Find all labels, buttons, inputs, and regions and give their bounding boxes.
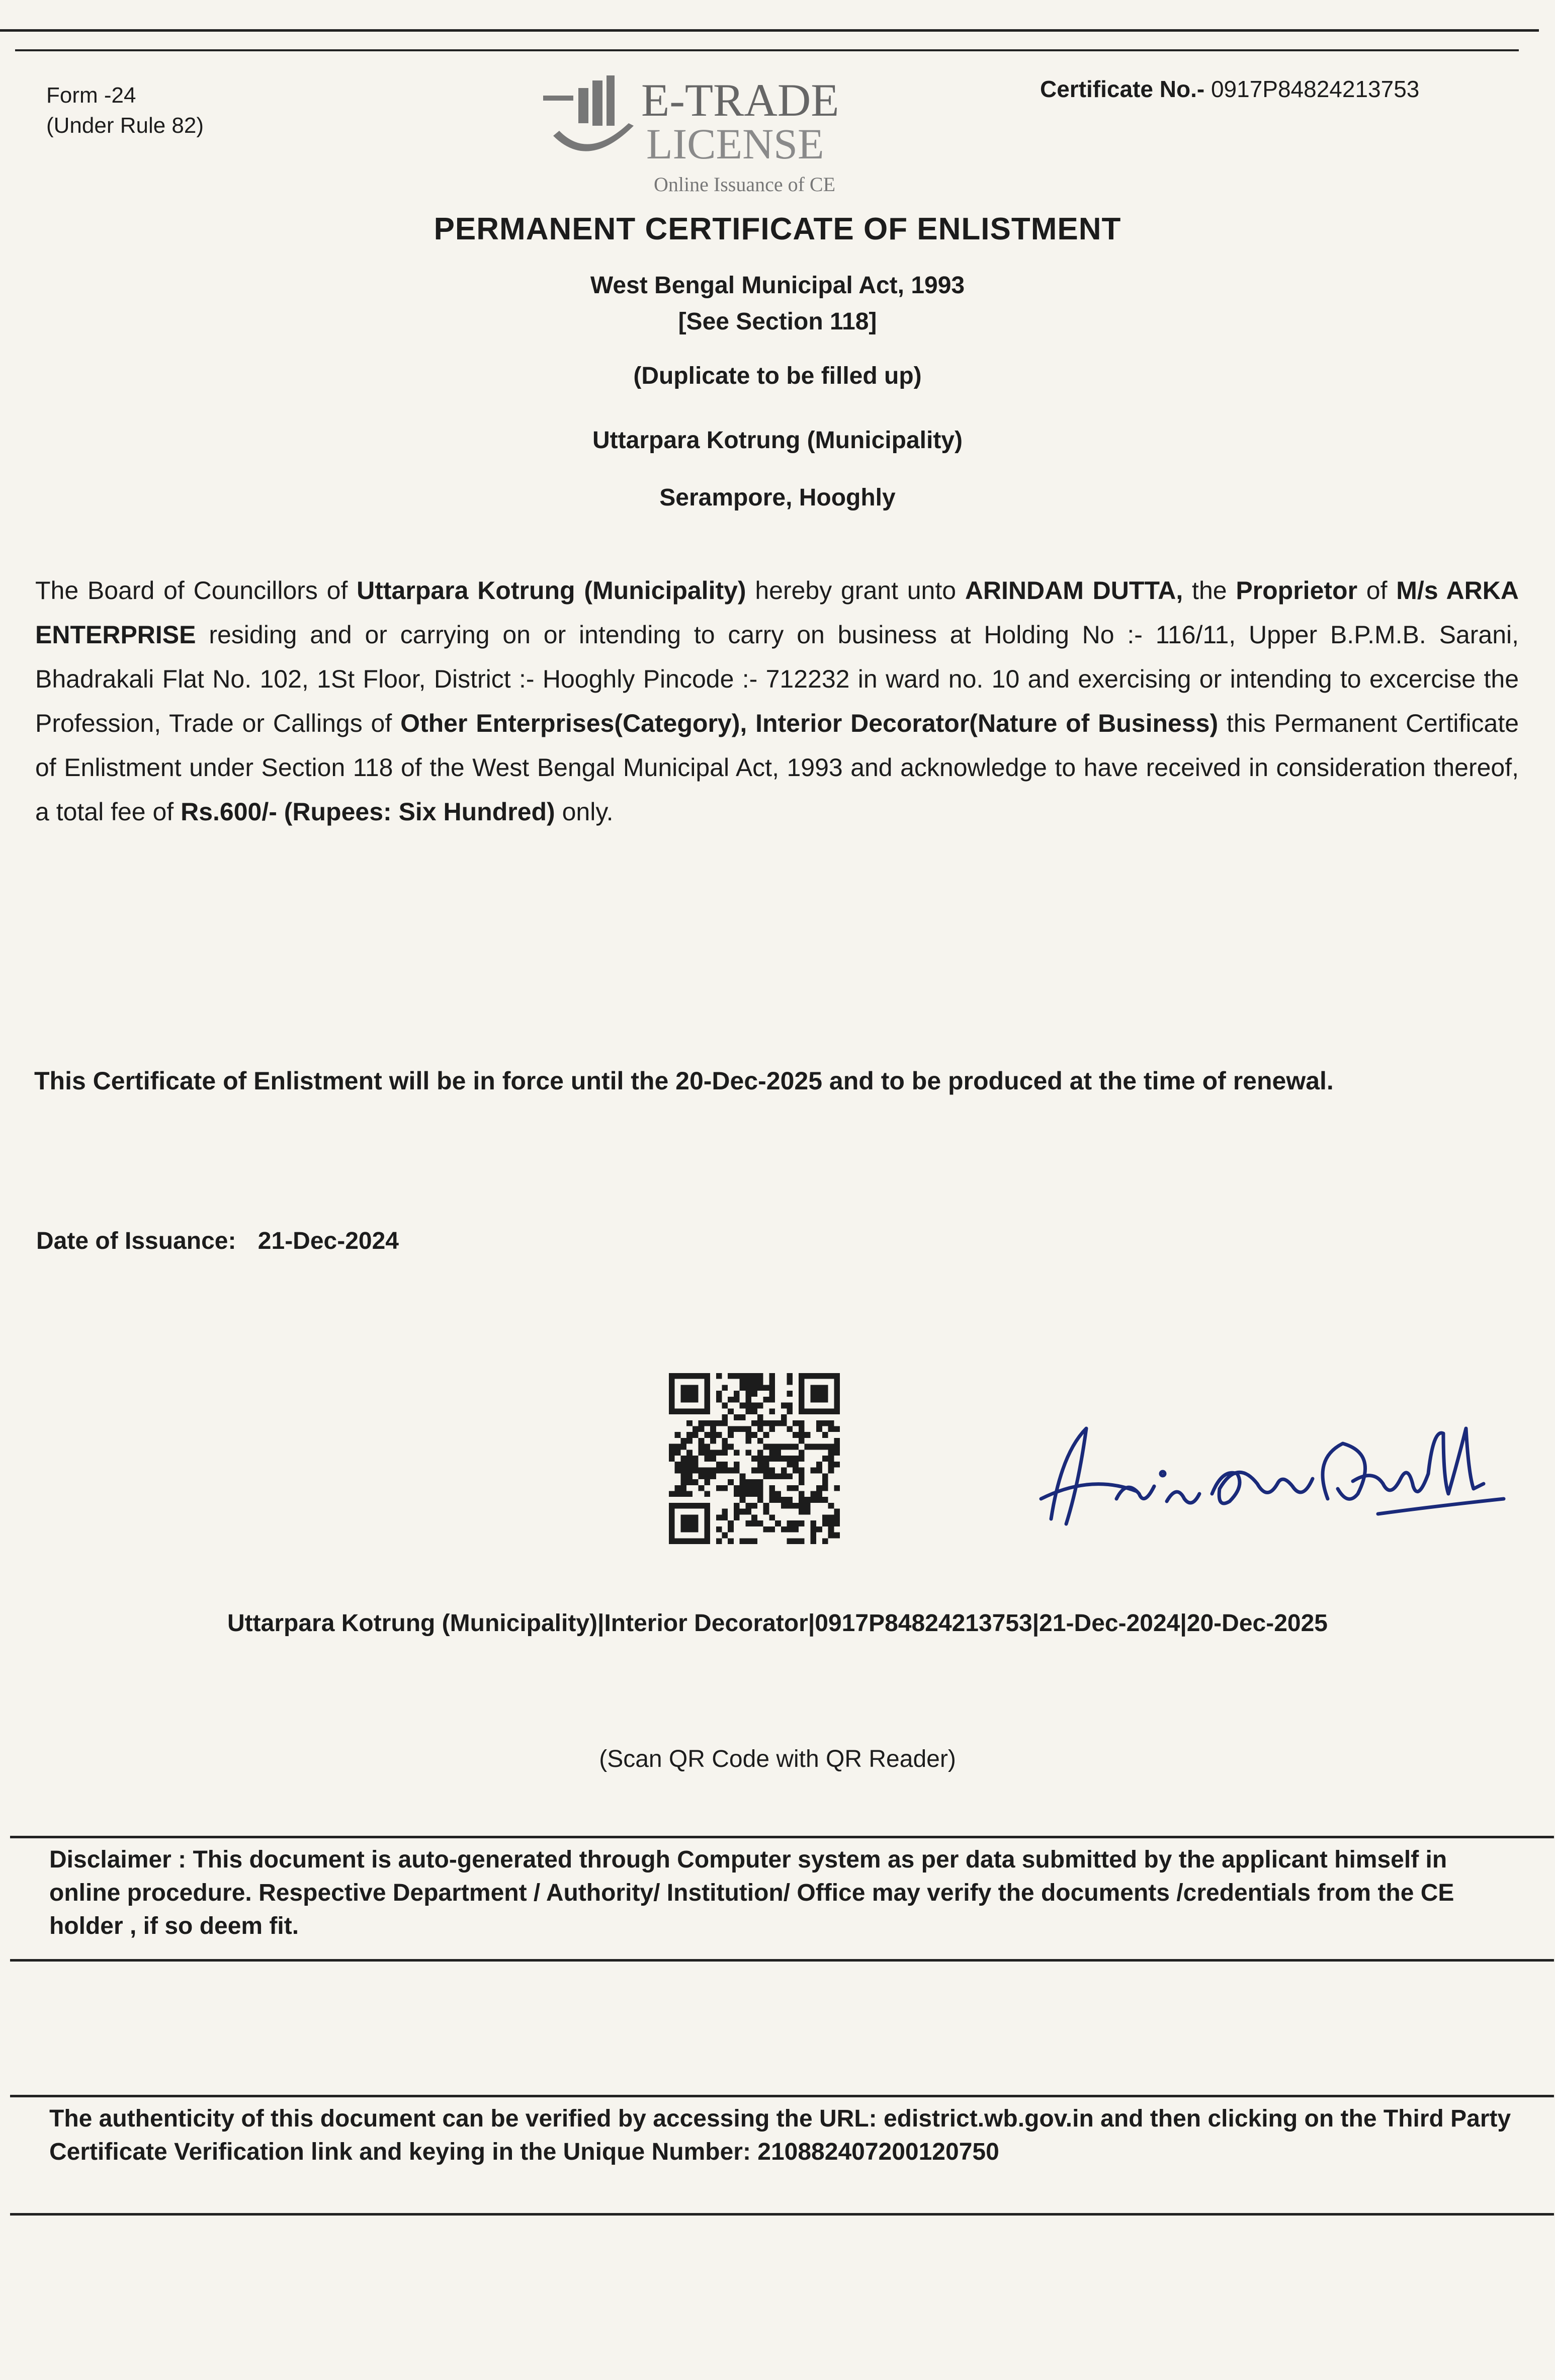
disclaimer-top-rule — [10, 1836, 1554, 1838]
logo-line1: E-TRADE — [641, 74, 839, 126]
grant-text-5: residing and or carrying on or intending to carry on business at Holding No :- 116/11, Upper B.P.M.B. Sarani, Bhadrakali Flat No. 102, 1St Floor, District :- Hooghly Pincode :- 712232 in ward no. 10 and exercising or intending to excercise the Profession, Trade or Callings of — [35, 621, 1519, 737]
grantee-role: Proprietor — [1236, 576, 1358, 605]
act-name: West Bengal Municipal Act, 1993 — [590, 272, 965, 299]
authenticity-text: The authenticity of this document can be verified by accessing the URL: edistrict.wb.gov.in and then clicking on the Third Party Certificate Verification link and keying in the Unique Number: 210882407200120750 — [49, 2105, 1511, 2165]
grant-text-7: only. — [555, 798, 614, 826]
disclaimer-bottom-rule — [10, 1959, 1554, 1962]
authenticity-top-rule — [10, 2095, 1554, 2097]
fee-amount: Rs.600/- (Rupees: Six Hundred) — [181, 798, 555, 826]
certificate-label: Certificate No.- — [1040, 76, 1205, 102]
issuance-value: 21-Dec-2024 — [257, 1228, 399, 1254]
grant-text-3: the — [1183, 576, 1236, 605]
logo-line2: LICENSE — [646, 120, 824, 168]
signature-icon — [1031, 1398, 1524, 1549]
grant-text-6: this Permanent Certificate of Enlistment under Section 118 of the West Bengal Municipal Act, 1993 and acknowledge to have received in consideration thereof, a total fee of — [35, 709, 1519, 826]
form-label: Form -24 — [46, 83, 136, 108]
qr-code-icon — [669, 1373, 840, 1544]
duplicate-note: (Duplicate to be filled up) — [633, 363, 922, 389]
certificate-number — [1040, 75, 1419, 103]
municipality-place: Serampore, Hooghly — [659, 484, 896, 511]
grant-text-1: The Board of Councillors of — [35, 576, 357, 605]
e-trade-license-logo — [533, 60, 855, 206]
top-rule — [0, 29, 1539, 32]
grantee-name: ARINDAM DUTTA, — [965, 576, 1183, 605]
grant-text-2: hereby grant unto — [746, 576, 965, 605]
issuance-label: Date of Issuance: — [36, 1228, 236, 1254]
logo-line3: Online Issuance of CE — [654, 173, 836, 196]
page-title: PERMANENT CERTIFICATE OF ENLISTMENT — [434, 212, 1121, 246]
form-rule: (Under Rule 82) — [46, 113, 204, 138]
certificate-value: 0917P84824213753 — [1211, 76, 1420, 102]
validity-statement: This Certificate of Enlistment will be in force until the 20-Dec-2025 and to be produced at the time of renewal. — [34, 1067, 1334, 1095]
firm-name: M/s ARKA ENTERPRISE — [35, 576, 1519, 649]
act-section: [See Section 118] — [678, 308, 877, 335]
header-rule — [15, 49, 1519, 51]
authenticity-bottom-rule — [10, 2213, 1554, 2216]
issuance-date — [36, 1227, 399, 1255]
grant-paragraph — [35, 568, 1519, 834]
grant-municipality: Uttarpara Kotrung (Municipality) — [357, 576, 746, 605]
municipality-name: Uttarpara Kotrung (Municipality) — [592, 427, 963, 454]
business-category: Other Enterprises(Category), Interior Decorator(Nature of Business) — [400, 709, 1219, 737]
disclaimer-text: Disclaimer : This document is auto-generated through Computer system as per data submitted by the applicant himself in online procedure. Respective Department / Authority/ Institution/ Office may verify the documents /credentials from the CE holder , if so deem fit. — [49, 1846, 1454, 1939]
form-number — [46, 80, 204, 141]
grant-text-4: of — [1357, 576, 1397, 605]
verification-code-line: Uttarpara Kotrung (Municipality)|Interior Decorator|0917P84824213753|21-Dec-2024|20-Dec-2025 — [227, 1610, 1328, 1637]
scan-instruction: (Scan QR Code with QR Reader) — [599, 1746, 956, 1772]
